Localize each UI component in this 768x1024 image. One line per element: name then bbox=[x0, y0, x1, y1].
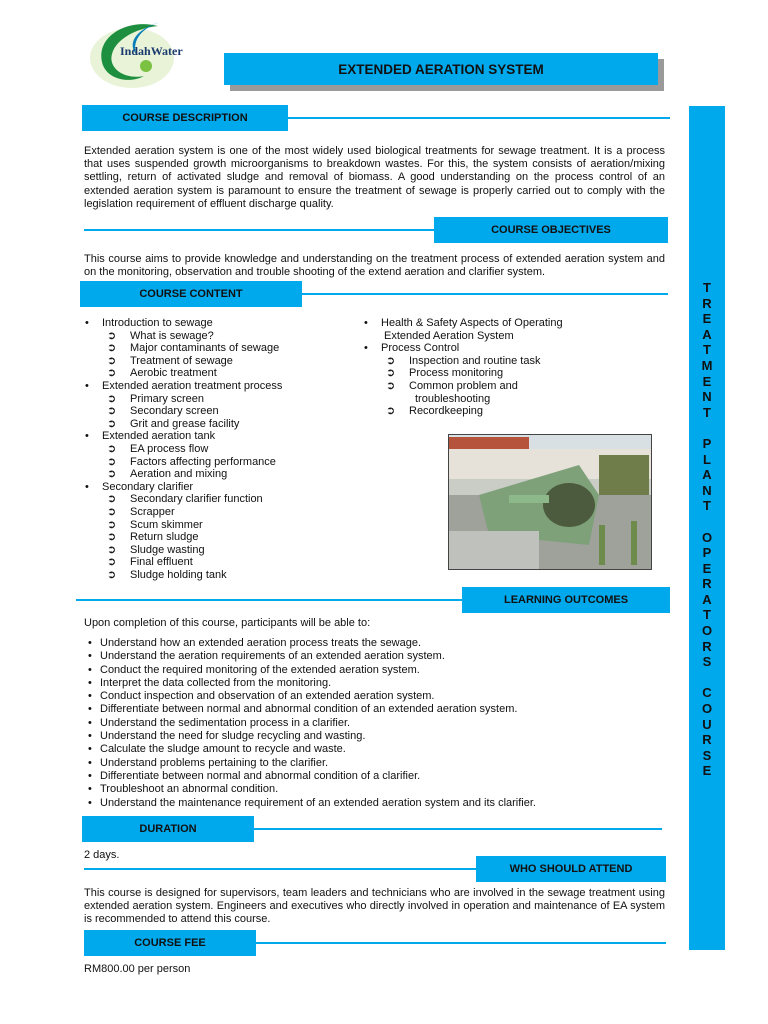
vertical-sidebar-banner bbox=[689, 106, 725, 950]
list-subitem: ➲ Inspection and routine task bbox=[386, 354, 541, 367]
list-subitem: ➲ Secondary clarifier function bbox=[107, 493, 263, 506]
list-subitem: ➲ Primary screen bbox=[107, 392, 204, 405]
list-item: • Understand the sedimentation process in a clarifier. bbox=[84, 717, 674, 730]
equipment-photo bbox=[448, 434, 652, 570]
list-subitem: ➲ Major contaminants of sewage bbox=[107, 342, 280, 355]
list-subitem: ➲ What is sewage? bbox=[107, 329, 214, 342]
sidebar-letter: A bbox=[702, 591, 712, 607]
sidebar-letter: A bbox=[702, 326, 712, 342]
list-item: • Understand the aeration requirements of an extended aeration system. bbox=[84, 650, 674, 663]
sidebar-letter: P bbox=[702, 545, 712, 561]
course-objectives-header: COURSE OBJECTIVES bbox=[434, 217, 668, 243]
list-item: • Extended aeration treatment process bbox=[82, 380, 362, 393]
sidebar-letter: U bbox=[702, 716, 712, 732]
sidebar-letter: R bbox=[702, 576, 712, 592]
list-subitem: ➲ Factors affecting performance bbox=[107, 455, 276, 468]
list-item: • Introduction to sewage bbox=[82, 317, 362, 330]
list-subitem: ➲ Aerobic treatment bbox=[107, 367, 217, 380]
list-subitem: ➲ Final effluent bbox=[107, 556, 193, 569]
sidebar-letter: T bbox=[703, 607, 711, 623]
list-subitem: ➲ Process monitoring bbox=[386, 367, 504, 380]
list-item: • Interpret the data collected from the monitoring. bbox=[84, 677, 674, 690]
divider bbox=[254, 828, 662, 830]
indah-water-logo bbox=[88, 18, 192, 90]
list-item: • Understand how an extended aeration process treats the sewage. bbox=[84, 637, 674, 650]
sidebar-letter: M bbox=[701, 357, 713, 373]
divider bbox=[302, 293, 668, 295]
list-subitem: ➲ Secondary screen bbox=[107, 405, 219, 418]
duration-header: DURATION bbox=[82, 816, 254, 842]
list-item: • Process Control bbox=[361, 342, 661, 355]
sidebar-letter: T bbox=[703, 498, 711, 514]
sidebar-letter: E bbox=[702, 560, 712, 576]
learning-outcomes-list bbox=[84, 637, 674, 810]
sidebar-letter: R bbox=[702, 732, 712, 748]
divider bbox=[84, 229, 434, 231]
divider bbox=[76, 599, 462, 601]
list-item: • Conduct the required monitoring of the extended aeration system. bbox=[84, 664, 674, 677]
list-subitem: ➲ Common problem and bbox=[386, 379, 518, 392]
list-item: • Calculate the sludge amount to recycle and waste. bbox=[84, 743, 674, 756]
list-subitem: ➲ EA process flow bbox=[107, 442, 209, 455]
sidebar-letter: N bbox=[702, 389, 712, 405]
sidebar-letter: E bbox=[702, 373, 712, 389]
list-item: • Differentiate between normal and abnormal condition of an extended aeration system. bbox=[84, 703, 674, 716]
list-item: • Troubleshoot an abnormal condition. bbox=[84, 783, 674, 796]
divider bbox=[288, 117, 670, 119]
course-content-left-list bbox=[82, 317, 362, 581]
course-objectives-text: This course aims to provide knowledge and understanding on the treatment process of extended aeration system and on the monitoring, observation and trouble shooting of the extend aeration and clarifier system. bbox=[84, 253, 665, 279]
course-fee-text: RM800.00 per person bbox=[84, 963, 191, 975]
sidebar-letter: N bbox=[702, 482, 712, 498]
list-subitem: ➲ Return sludge bbox=[107, 531, 199, 544]
list-subitem: ➲ Sludge holding tank bbox=[107, 568, 227, 581]
sidebar-letter: R bbox=[702, 295, 712, 311]
learning-outcomes-intro: Upon completion of this course, participants will be able to: bbox=[84, 617, 371, 629]
sidebar-letter: R bbox=[702, 638, 712, 654]
list-item: • Extended aeration tank bbox=[82, 430, 362, 443]
sidebar-letter: O bbox=[701, 529, 713, 545]
list-subitem: ➲ Treatment of sewage bbox=[107, 354, 233, 367]
list-subitem: ➲ Aeration and mixing bbox=[107, 468, 228, 481]
sidebar-letter: T bbox=[703, 280, 711, 295]
sidebar-letter: L bbox=[703, 451, 711, 467]
sidebar-letter: T bbox=[703, 342, 711, 358]
logo-text: IndahWater bbox=[120, 44, 183, 58]
course-description-text: Extended aeration system is one of the most widely used biological treatments for sewage treatment. It is a process that uses suspended growth microorganisms to breakdown wastes. For this, the system consists of aeration/mixing settling, return of activated sludge and removal of biomass. A good understanding on the process control of an extended aeration system is paramount to ensure the treatment of sewage is properly carried out to comply with the legislation requirement of effluent discharge quality. bbox=[84, 145, 665, 210]
list-subitem: ➲ Recordkeeping bbox=[386, 405, 483, 418]
course-content-right-list bbox=[361, 317, 661, 418]
list-item: • Conduct inspection and observation of an extended aeration system. bbox=[84, 690, 674, 703]
who-should-attend-text: This course is designed for supervisors, team leaders and technicians who are involved in the sewage treatment using extended aeration system. Engineers and executives who directly involved in operation and maintenance of EA system is recommended to attend this course. bbox=[84, 887, 665, 926]
learning-outcomes-header: LEARNING OUTCOMES bbox=[462, 587, 670, 613]
sidebar-letter: O bbox=[701, 623, 713, 639]
list-subitem: ➲ Sludge wasting bbox=[107, 543, 205, 556]
course-content-header: COURSE CONTENT bbox=[80, 281, 302, 307]
list-subitem-continuation: troubleshooting bbox=[415, 392, 491, 405]
sidebar-letter: E bbox=[702, 311, 712, 327]
sidebar-letter: S bbox=[702, 747, 712, 763]
divider bbox=[84, 868, 476, 870]
list-subitem: ➲ Scum skimmer bbox=[107, 518, 203, 531]
list-item: • Understand the maintenance requirement of an extended aeration system and its clarifier. bbox=[84, 797, 674, 810]
list-subitem: ➲ Grit and grease facility bbox=[107, 417, 240, 430]
who-should-attend-header: WHO SHOULD ATTEND bbox=[476, 856, 666, 882]
sidebar-letter: P bbox=[702, 435, 712, 451]
sidebar-letter: A bbox=[702, 467, 712, 483]
sidebar-letter: E bbox=[702, 763, 712, 779]
duration-text: 2 days. bbox=[84, 849, 120, 861]
page-title: EXTENDED AERATION SYSTEM bbox=[224, 53, 658, 85]
sidebar-letter: O bbox=[701, 701, 713, 717]
sidebar-letter: S bbox=[702, 654, 712, 670]
sidebar-letter: C bbox=[702, 685, 712, 701]
list-item: • Understand problems pertaining to the clarifier. bbox=[84, 757, 674, 770]
list-item-continuation: Extended Aeration System bbox=[384, 329, 514, 342]
list-subitem: ➲ Scrapper bbox=[107, 505, 175, 518]
list-item: • Secondary clarifier bbox=[82, 481, 362, 494]
course-description-header: COURSE DESCRIPTION bbox=[82, 105, 288, 131]
list-item: • Differentiate between normal and abnormal condition of a clarifier. bbox=[84, 770, 674, 783]
list-item: • Health & Safety Aspects of Operating bbox=[361, 317, 661, 330]
sidebar-letter: T bbox=[703, 404, 711, 420]
divider bbox=[256, 942, 666, 944]
list-item: • Understand the need for sludge recycling and wasting. bbox=[84, 730, 674, 743]
course-fee-header: COURSE FEE bbox=[84, 930, 256, 956]
